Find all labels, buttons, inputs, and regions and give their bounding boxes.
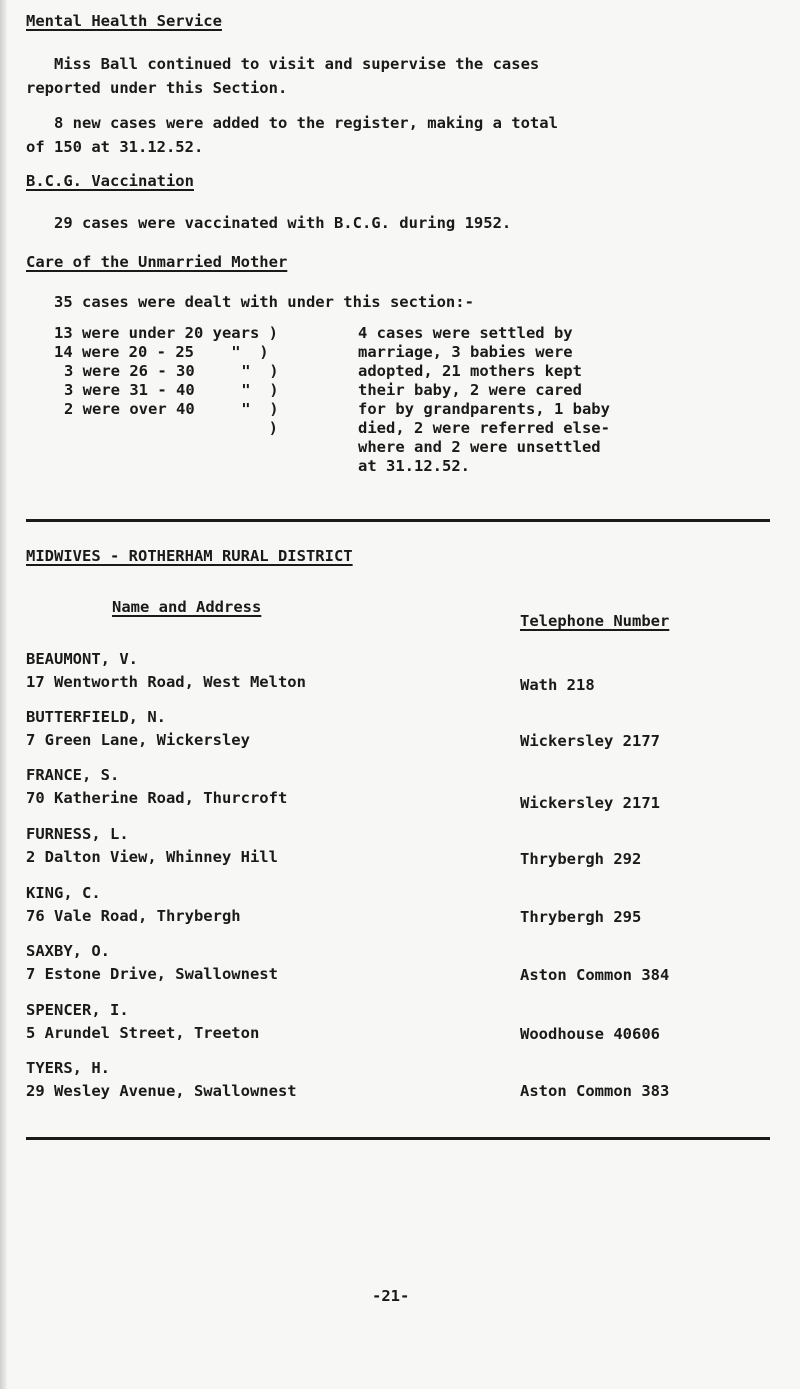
midwife-phone: Thrybergh 295 xyxy=(520,908,642,926)
section-divider xyxy=(26,1137,770,1140)
mother-heading: Care of the Unmarried Mother xyxy=(26,253,288,271)
midwife-address: 7 Estone Drive, Swallownest xyxy=(26,965,278,983)
midwife-phone: Wickersley 2171 xyxy=(520,794,660,812)
midwife-name: BUTTERFIELD, N. xyxy=(26,708,166,726)
register-line-1: 8 new cases were added to the register, making a total xyxy=(54,114,558,132)
age-row: 3 were 31 - 40 " ) xyxy=(64,381,279,399)
outcome-line: their baby, 2 were cared xyxy=(358,381,582,399)
outcome-line: where and 2 were unsettled xyxy=(358,438,601,456)
midwife-address: 17 Wentworth Road, West Melton xyxy=(26,673,306,691)
midwife-name: FURNESS, L. xyxy=(26,825,129,843)
age-row: 14 were 20 - 25 " ) xyxy=(54,343,269,361)
midwives-heading: MIDWIVES - ROTHERHAM RURAL DISTRICT xyxy=(26,547,353,565)
age-row: 3 were 26 - 30 " ) xyxy=(64,362,279,380)
column-header-name: Name and Address xyxy=(112,598,262,616)
outcome-line: for by grandparents, 1 baby xyxy=(358,400,610,418)
page-number: -21- xyxy=(372,1287,410,1305)
midwife-name: KING, C. xyxy=(26,884,101,902)
outcome-line: at 31.12.52. xyxy=(358,457,470,475)
age-row: 13 were under 20 years ) xyxy=(54,324,278,342)
intro-line-1: Miss Ball continued to visit and supervise the cases xyxy=(54,55,540,73)
midwife-address: 76 Vale Road, Thrybergh xyxy=(26,907,241,925)
mother-intro: 35 cases were dealt with under this section:- xyxy=(54,293,474,311)
outcome-line: adopted, 21 mothers kept xyxy=(358,362,582,380)
midwife-phone: Wath 218 xyxy=(520,676,595,694)
intro-line-2: reported under this Section. xyxy=(26,79,288,97)
midwife-name: SPENCER, I. xyxy=(26,1001,129,1019)
outcome-line: 4 cases were settled by xyxy=(358,324,573,342)
midwife-phone: Wickersley 2177 xyxy=(520,732,660,750)
section-heading: Mental Health Service xyxy=(26,12,222,30)
midwife-name: SAXBY, O. xyxy=(26,942,110,960)
register-line-2: of 150 at 31.12.52. xyxy=(26,138,204,156)
outcome-line: marriage, 3 babies were xyxy=(358,343,573,361)
age-row: ) xyxy=(54,419,278,437)
midwife-address: 5 Arundel Street, Treeton xyxy=(26,1024,260,1042)
section-divider xyxy=(26,519,770,522)
midwife-name: TYERS, H. xyxy=(26,1059,110,1077)
bcg-text: 29 cases were vaccinated with B.C.G. during 1952. xyxy=(54,214,512,232)
midwife-address: 29 Wesley Avenue, Swallownest xyxy=(26,1082,297,1100)
midwife-phone: Woodhouse 40606 xyxy=(520,1025,660,1043)
column-header-phone: Telephone Number xyxy=(520,612,670,630)
midwife-phone: Aston Common 384 xyxy=(520,966,670,984)
bcg-heading: B.C.G. Vaccination xyxy=(26,172,194,190)
midwife-phone: Thrybergh 292 xyxy=(520,850,642,868)
midwife-phone: Aston Common 383 xyxy=(520,1082,670,1100)
age-row: 2 were over 40 " ) xyxy=(64,400,279,418)
midwife-name: BEAUMONT, V. xyxy=(26,650,138,668)
outcome-line: died, 2 were referred else- xyxy=(358,419,610,437)
midwife-name: FRANCE, S. xyxy=(26,766,120,784)
midwife-address: 70 Katherine Road, Thurcroft xyxy=(26,789,288,807)
page-edge-shadow xyxy=(0,0,7,1389)
midwife-address: 7 Green Lane, Wickersley xyxy=(26,731,250,749)
midwife-address: 2 Dalton View, Whinney Hill xyxy=(26,848,278,866)
